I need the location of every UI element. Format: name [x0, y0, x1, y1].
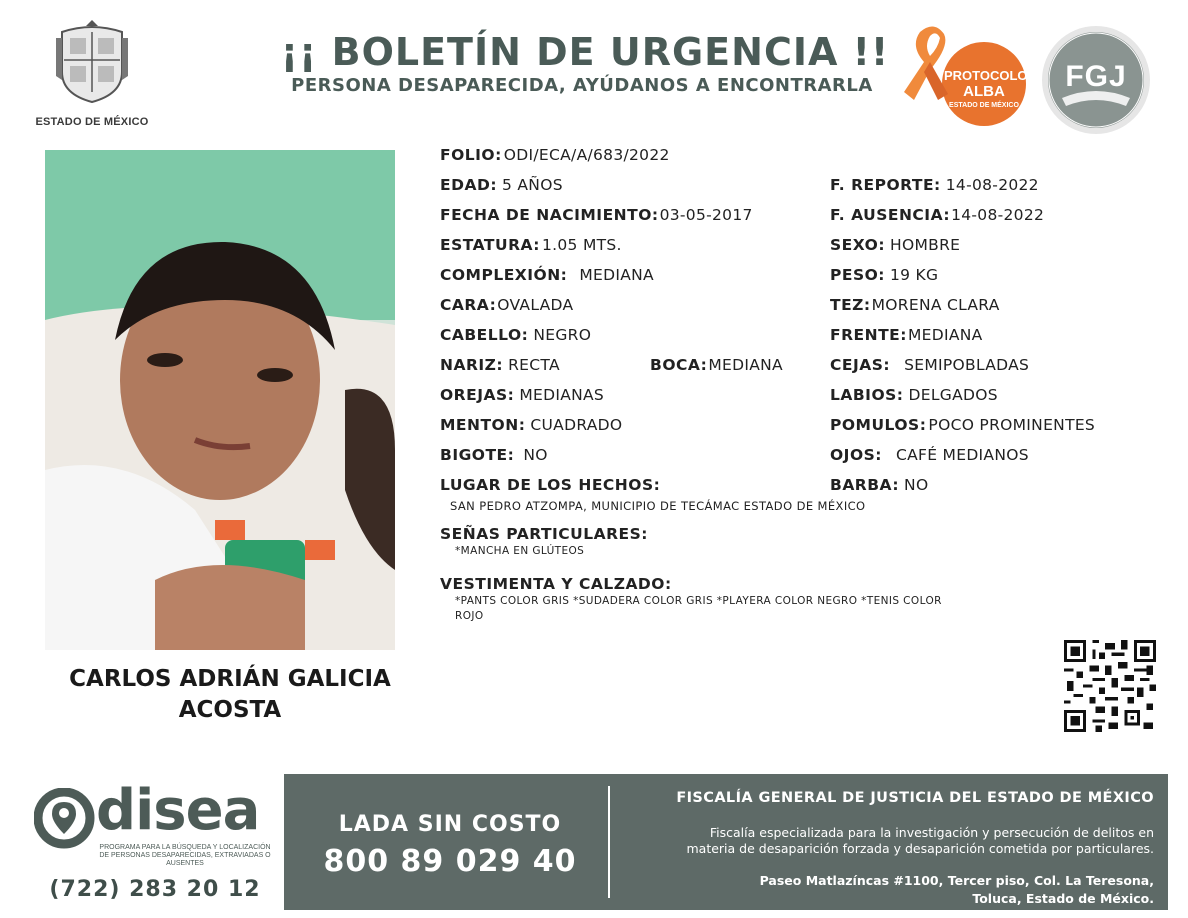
state-name: ESTADO DE MÉXICO: [35, 116, 149, 128]
field-vestimenta: [440, 575, 672, 593]
field-frente: [830, 326, 983, 344]
toll-free-number[interactable]: 800 89 029 40: [323, 844, 577, 879]
person-name-line2: ACOSTA: [178, 697, 282, 723]
page-subtitle: PERSONA DESAPARECIDA, AYÚDANOS A ENCONTRARLA: [291, 75, 873, 96]
odisea-logo: [30, 778, 280, 914]
fiscalia-description: [614, 825, 1154, 857]
field-value: NO: [523, 446, 548, 464]
field-label: CEJAS:: [830, 356, 891, 374]
field-label: ESTATURA:: [440, 236, 540, 254]
field-estatura: [440, 236, 622, 254]
field-edad: [440, 176, 563, 194]
field-senas: [440, 525, 648, 543]
field-label: BIGOTE:: [440, 446, 515, 464]
field-value: NEGRO: [533, 326, 592, 344]
field-label: SEXO:: [830, 236, 886, 254]
odisea-desc-line3: AUSENTES: [166, 860, 204, 867]
field-value: DELGADOS: [908, 386, 998, 404]
person-portrait-icon: [45, 150, 395, 650]
field-value: RECTA: [508, 356, 560, 374]
alba-text-protocolo: PROTOCOLO: [944, 68, 1028, 83]
field-value: 14-08-2022: [951, 206, 1045, 224]
field-vestimenta-value-line1: *PANTS COLOR GRIS *SUDADERA COLOR GRIS *PLAYERA COLOR NEGRO *TENIS COLOR: [455, 595, 942, 607]
field-value: ODI/ECA/A/683/2022: [503, 146, 670, 164]
fgj-logo: [1040, 24, 1152, 136]
odisea-desc-line2: DE PERSONAS DESAPARECIDAS, EXTRAVIADAS O: [99, 852, 271, 859]
field-fecha-nacimiento: [440, 206, 753, 224]
person-name: [30, 664, 430, 726]
alba-text-state: ESTADO DE MÉXICO: [949, 102, 1019, 109]
field-label: OJOS:: [830, 446, 882, 464]
field-label: SEÑAS PARTICULARES:: [440, 525, 649, 543]
field-peso: [830, 266, 938, 284]
field-value: CUADRADO: [530, 416, 623, 434]
field-value: POCO PROMINENTES: [928, 416, 1096, 434]
field-label: F. AUSENCIA:: [830, 206, 951, 224]
field-value: CAFÉ MEDIANOS: [895, 446, 1029, 464]
field-value: 19 KG: [890, 266, 939, 284]
fiscalia-name: FISCALÍA GENERAL DE JUSTICIA DEL ESTADO DE MÉXICO: [676, 790, 1154, 806]
odisea-desc-line1: PROGRAMA PARA LA BÚSQUEDA Y LOCALIZACIÓN: [99, 844, 271, 851]
field-value: 14-08-2022: [945, 176, 1039, 194]
state-seal-icon: [54, 18, 130, 104]
field-value: 5 AÑOS: [502, 176, 563, 194]
field-value: MEDIANAS: [519, 386, 605, 404]
field-label: TEZ:: [830, 296, 871, 314]
odisea-wordmark: disea: [96, 778, 260, 843]
field-label: BOCA:: [650, 356, 708, 374]
field-cara: [440, 296, 573, 314]
field-sexo: [830, 236, 960, 254]
field-label: PESO:: [830, 266, 885, 284]
field-value: 1.05 MTS.: [542, 236, 622, 254]
field-ojos: [830, 446, 1029, 464]
field-senas-value: *MANCHA EN GLÚTEOS: [455, 545, 585, 557]
field-label: EDAD:: [440, 176, 498, 194]
person-name-line1: CARLOS ADRIÁN GALICIA: [69, 666, 391, 692]
missing-person-photo: [45, 150, 395, 650]
field-boca: [650, 356, 783, 374]
field-label: OREJAS:: [440, 386, 515, 404]
field-lugar: [440, 476, 660, 494]
field-label: POMULOS:: [830, 416, 927, 434]
field-cabello: [440, 326, 591, 344]
field-f-ausencia: [830, 206, 1044, 224]
address-line2: Toluca, Estado de México.: [972, 891, 1154, 906]
field-label: CABELLO:: [440, 326, 529, 344]
field-folio: [440, 146, 670, 164]
field-tez: [830, 296, 1000, 314]
field-cejas: [830, 356, 1029, 374]
field-value: MEDIANA: [579, 266, 654, 284]
field-lugar-value: SAN PEDRO ATZOMPA, MUNICIPIO DE TECÁMAC ESTADO DE MÉXICO: [450, 499, 866, 513]
field-value: SEMIPOBLADAS: [904, 356, 1030, 374]
field-bigote: [440, 446, 548, 464]
field-value: HOMBRE: [890, 236, 961, 254]
odisea-phone-number[interactable]: (722) 283 20 12: [49, 877, 261, 902]
address-line1: Paseo Matlazíncas #1100, Tercer piso, Col. La Teresona,: [759, 873, 1154, 888]
field-labios: [830, 386, 998, 404]
protocolo-alba-logo: [900, 22, 1030, 134]
qr-code-icon[interactable]: [1064, 640, 1156, 732]
field-value: MEDIANA: [708, 356, 783, 374]
field-value: NO: [904, 476, 929, 494]
field-barba: [830, 476, 928, 494]
field-label: LUGAR DE LOS HECHOS:: [440, 476, 661, 494]
field-label: COMPLEXIÓN:: [440, 266, 568, 284]
fiscalia-desc-line1: Fiscalía especializada para la investigación y persecución de delitos en: [709, 825, 1154, 840]
field-label: FRENTE:: [830, 326, 907, 344]
field-orejas: [440, 386, 604, 404]
field-pomulos: [830, 416, 1095, 434]
field-menton: [440, 416, 622, 434]
fiscalia-address: [614, 872, 1154, 908]
fiscalia-desc-line2: materia de desaparición forzada y desaparición cometida por particulares.: [686, 841, 1154, 856]
field-complexion: [440, 266, 654, 284]
field-label: LABIOS:: [830, 386, 904, 404]
field-value: MORENA CLARA: [871, 296, 1000, 314]
field-label: MENTON:: [440, 416, 526, 434]
field-value: 03-05-2017: [659, 206, 753, 224]
field-nariz: [440, 356, 560, 374]
field-vestimenta-value-line2: ROJO: [455, 610, 484, 622]
odisea-pin-icon: [34, 788, 100, 852]
odisea-description: [80, 844, 290, 868]
fgj-text: FGJ: [1065, 60, 1127, 93]
field-label: VESTIMENTA Y CALZADO:: [440, 575, 672, 593]
field-value: MEDIANA: [907, 326, 983, 344]
field-label: F. REPORTE:: [830, 176, 941, 194]
field-label: CARA:: [440, 296, 497, 314]
field-label: NARIZ:: [440, 356, 504, 374]
field-label: BARBA:: [830, 476, 900, 494]
state-logo: [30, 18, 154, 128]
lada-sin-costo-label: LADA SIN COSTO: [338, 812, 562, 837]
field-value: OVALADA: [497, 296, 574, 314]
alba-text-alba: ALBA: [963, 83, 1005, 100]
field-label: FECHA DE NACIMIENTO:: [440, 206, 659, 224]
field-f-reporte: [830, 176, 1039, 194]
footer-divider: [608, 786, 610, 898]
field-label: FOLIO:: [440, 146, 502, 164]
page-title: ¡¡ BOLETÍN DE URGENCIA !!: [280, 30, 890, 74]
